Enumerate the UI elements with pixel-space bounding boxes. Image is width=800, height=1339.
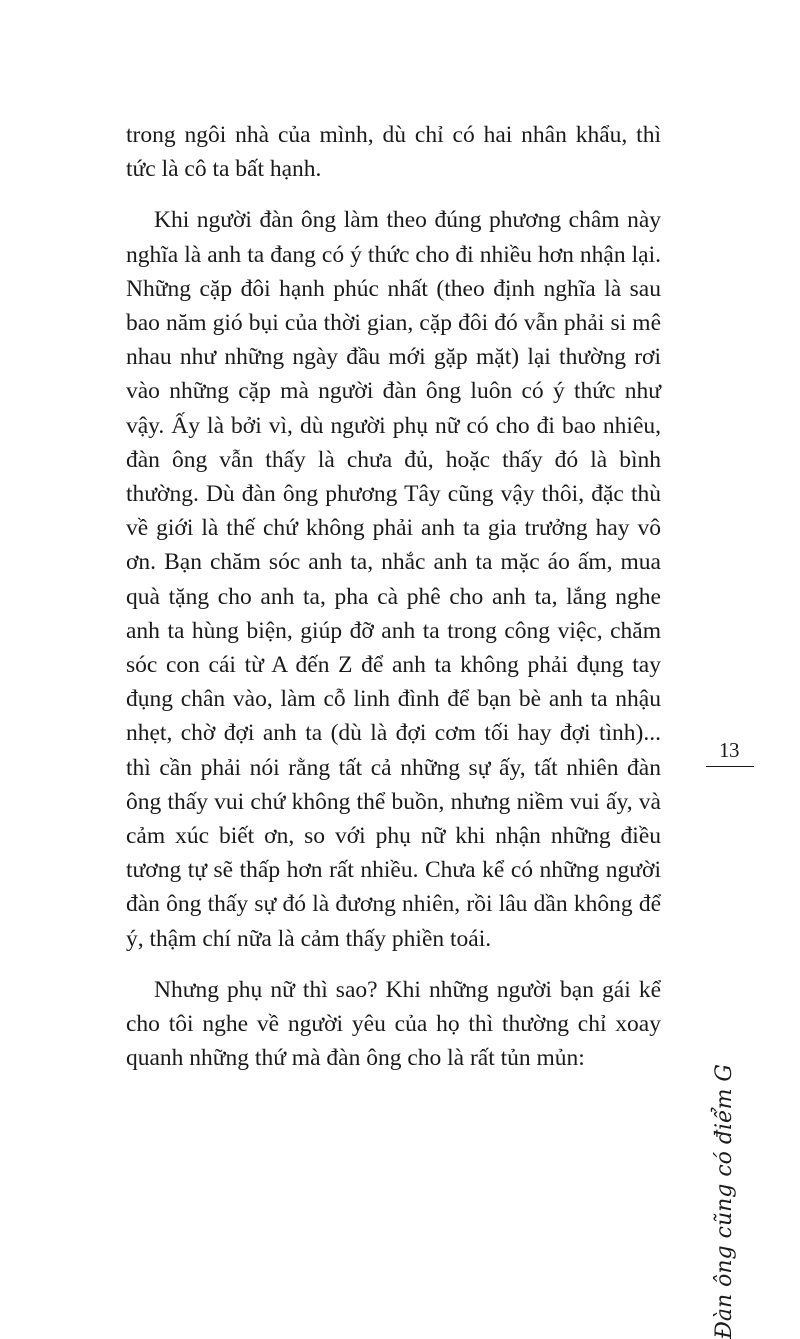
page-number: 13 xyxy=(719,738,739,762)
page-margin-sidebar xyxy=(700,738,760,1339)
page-number-rule xyxy=(706,766,754,767)
paragraph-next: Nhưng phụ nữ thì sao? Khi những người bạn gái kể cho tôi nghe về người yêu của họ thì thường chỉ xoay quanh những thứ mà đàn ông cho là rất tủn mủn: xyxy=(126,976,661,1072)
running-title: Đàn ông cũng có điểm G xyxy=(712,1064,737,1339)
paragraph-continued: trong ngôi nhà của mình, dù chỉ có hai nhân khẩu, thì tức là cô ta bất hạnh. xyxy=(126,122,661,183)
paragraph-main: Khi người đàn ông làm theo đúng phương châm này nghĩa là anh ta đang có ý thức cho đi nhiều hơn nhận lại. Những cặp đôi hạnh phúc nhất (theo định nghĩa là sau bao năm gió bụi của thời gian, cặp đôi đó vẫn phải si mê nhau như những ngày đầu mới gặp mặt) lại thường rơi vào những cặp mà người đàn ông luôn có ý thức như vậy. Ấy là bởi vì, dù người phụ nữ có cho đi bao nhiêu, đàn ông vẫn thấy là chưa đủ, hoặc thấy đó là bình thường. Dù đàn ông phương Tây cũng vậy thôi, đặc thù về giới là thế chứ không phải anh ta gia trưởng hay vô ơn. Bạn chăm sóc anh ta, nhắc anh ta mặc áo ấm, mua quà tặng cho anh ta, pha cà phê cho anh ta, lắng nghe anh ta hùng biện, giúp đỡ anh ta trong công việc, chăm sóc con cái từ A đến Z để anh ta không phải đụng tay đụng chân vào, làm cỗ linh đình để bạn bè anh ta nhậu nhẹt, chờ đợi anh ta (dù là đợi cơm tối hay đợi tình)... thì cần phải nói rằng tất cả những sự ấy, tất nhiên đàn ông thấy vui chứ không thể buồn, nhưng niềm vui ấy, và cảm xúc biết ơn, so với phụ nữ khi nhận những điều tương tự sẽ thấp hơn rất nhiều. Chưa kể có những người đàn ông thấy sự đó là đương nhiên, rồi lâu dần không để ý, thậm chí nữa là cảm thấy phiền toái. xyxy=(126,207,661,952)
body-text xyxy=(126,118,661,1092)
running-title-container xyxy=(708,784,738,1339)
